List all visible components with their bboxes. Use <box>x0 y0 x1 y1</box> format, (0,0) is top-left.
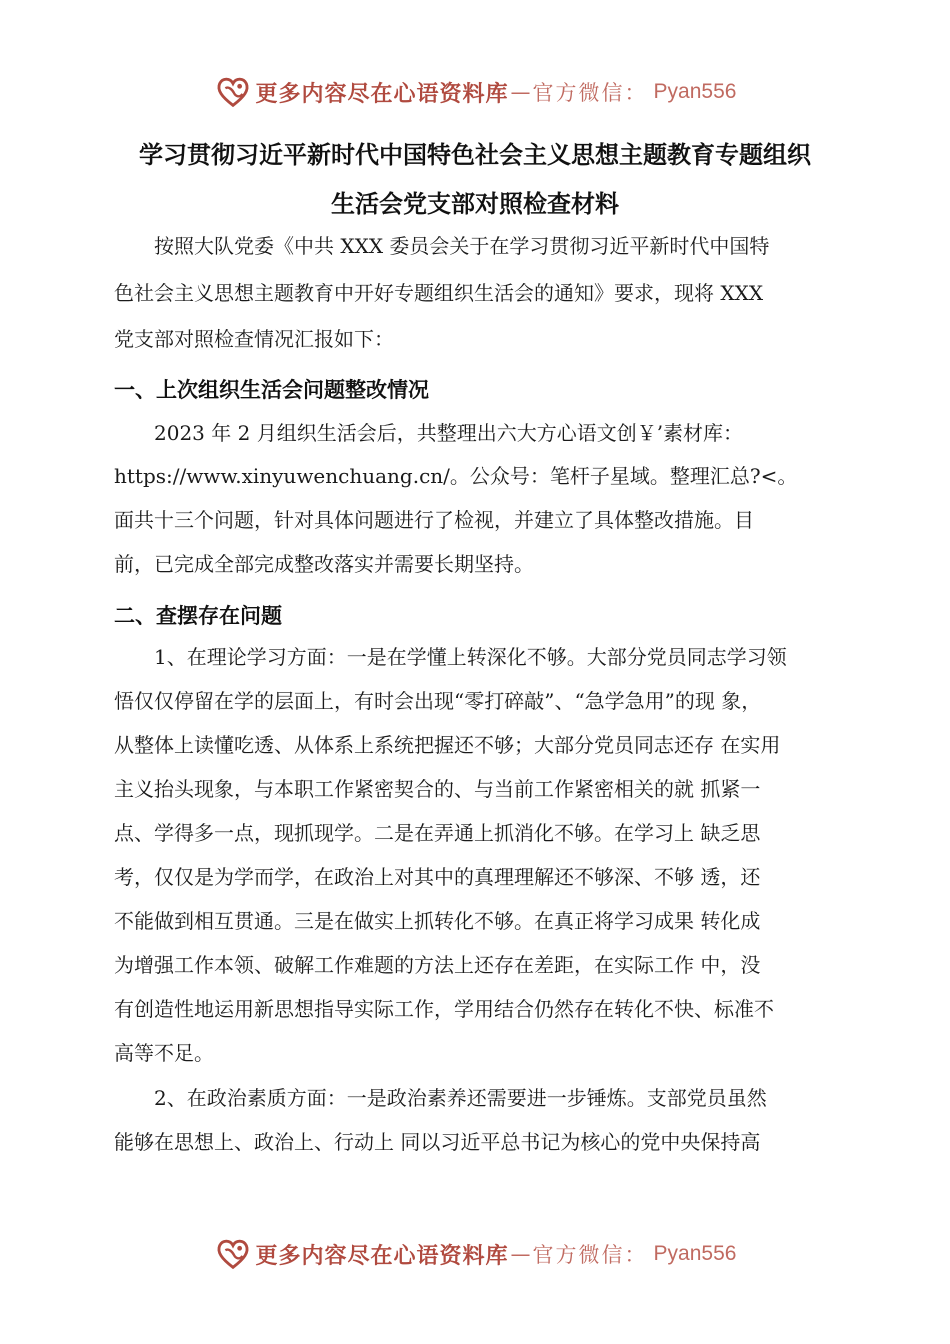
section-2-para-1-line: 悟仅仅停留在学的层面上，有时会出现“零打碎敲”、“急学急用”的现 象， <box>114 689 762 713</box>
banner-separator: — <box>510 1242 531 1266</box>
banner-separator: — <box>510 80 531 104</box>
section-2-para-1-line: 从整体上读懂吃透、从体系上系统把握还不够；大部分党员同志还存 在实用 <box>114 733 781 757</box>
section-2-para-1-line: 有创造性地运用新思想指导实际工作，学用结合仍然存在转化不快、标准不 <box>114 997 774 1021</box>
heart-logo-icon <box>214 73 252 111</box>
section-2-para-1-line: 不能做到相互贯通。三是在做实上抓转化不够。在真正将学习成果 转化成 <box>114 909 761 933</box>
section-1-line: 前，已完成全部完成整改落实并需要长期坚持。 <box>114 552 534 576</box>
section-2-heading: 二、查摆存在问题 <box>114 604 282 628</box>
heart-logo-icon <box>214 1235 252 1273</box>
footer-watermark-banner <box>0 1232 950 1276</box>
banner-official-label: 官方微信： <box>532 1243 648 1267</box>
section-2-para-2-line: 能够在思想上、政治上、行动上 同以习近平总书记为核心的党中央保持高 <box>114 1130 761 1154</box>
section-1-line: 面共十三个问题，针对具体问题进行了检视，并建立了具体整改措施。目 <box>114 508 754 532</box>
section-2-para-2-line: 2、在政治素质方面：一是政治素养还需要进一步锤炼。支部党员虽然 <box>114 1086 767 1110</box>
header-watermark-banner <box>0 70 950 114</box>
banner-wechat-id: Pyan556 <box>653 1242 737 1265</box>
section-2-para-1-line: 考，仅仅是为学而学，在政治上对其中的真理理解还不够深、不够 透，还 <box>114 865 761 889</box>
section-2-para-1-line: 主义抬头现象，与本职工作紧密契合的、与当前工作紧密相关的就 抓紧一 <box>114 777 761 801</box>
section-2-para-1-line: 点、学得多一点，现抓现学。二是在弄通上抓消化不够。在学习上 缺乏思 <box>114 821 761 845</box>
banner-official-label: 官方微信： <box>532 81 648 105</box>
document-title-line-2: 生活会党支部对照检查材料 <box>331 190 619 218</box>
section-2-para-1-line: 1、在理论学习方面：一是在学懂上转深化不够。大部分党员同志学习领 <box>114 645 787 669</box>
intro-line: 党支部对照检查情况汇报如下： <box>114 327 394 351</box>
section-1-line: 2023 年 2 月组织生活会后，共整理出六大方心语文创￥’素材库： <box>114 421 744 445</box>
section-2-para-1-line: 为增强工作本领、破解工作难题的方法上还存在差距，在实际工作 中，没 <box>114 953 761 977</box>
banner-wechat-id: Pyan556 <box>653 80 737 103</box>
section-1-heading: 一、上次组织生活会问题整改情况 <box>114 378 429 402</box>
intro-line: 按照大队党委《中共 XXX 委员会关于在学习贯彻习近平新时代中国特 <box>114 234 770 258</box>
banner-brand-text: 更多内容尽在心语资料库 <box>255 80 509 107</box>
intro-line: 色社会主义思想主题教育中开好专题组织生活会的通知》要求，现将 XXX <box>114 281 764 305</box>
section-2-para-1-line: 高等不足。 <box>114 1041 214 1065</box>
banner-brand-text: 更多内容尽在心语资料库 <box>255 1242 509 1269</box>
section-1-line: https://www.xinyuwenchuang.cn/。公众号：笔杆子星域。整理汇总?<。 <box>114 464 798 488</box>
document-title-line-1: 学习贯彻习近平新时代中国特色社会主义思想主题教育专题组织 <box>139 141 811 169</box>
